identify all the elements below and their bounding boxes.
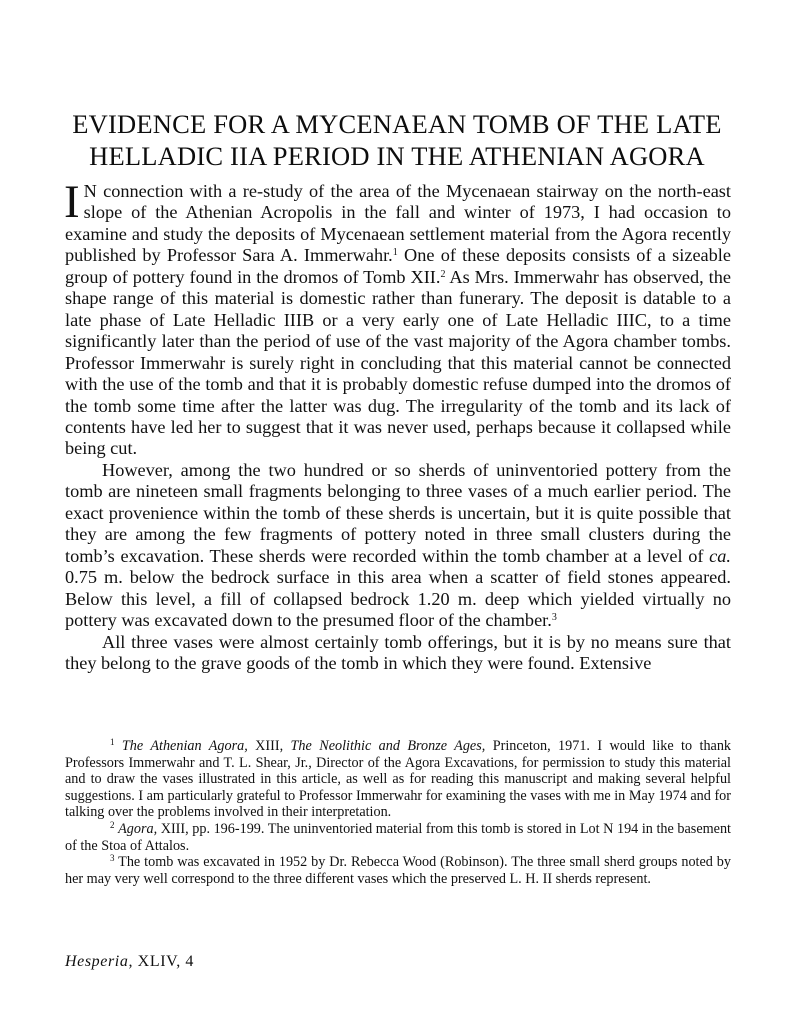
footnote-1	[65, 738, 731, 821]
footnote-ref-1: 1	[392, 247, 398, 259]
footnote-1-volume: XIII,	[247, 738, 291, 754]
footnote-2	[65, 821, 731, 854]
footnote-1-title-a: The Athenian Agora,	[121, 738, 248, 754]
title-line-1: EVIDENCE FOR A MYCENAEAN TOMB OF THE LATE	[72, 109, 722, 139]
paragraph-3	[65, 632, 731, 675]
footnote-2-title: Agora,	[118, 820, 158, 837]
paragraph-2-ca: ca.	[709, 545, 731, 566]
journal-name: Hesperia,	[65, 953, 134, 970]
paragraph-3-text: All three vases were almost certainly tomb offerings, but it is by no means sure that they belong to the grave goods of the tomb in which they were found. Extensive	[65, 631, 731, 673]
footnote-3	[65, 854, 731, 887]
footnote-2-text: XIII, pp. 196-199. The uninventoried material from this tomb is stored in Lot N 194 in the basement of the Stoa of Attalos.	[65, 820, 731, 854]
journal-citation	[65, 953, 194, 971]
footnote-1-text: Princeton, 1971. I would like to thank Professors Immerwahr and T. L. Shear, Jr., Director of the Agora Excavations, for permission to study this material and to draw the vases illustrated in this article, as well as for reading this manuscript and making several helpful suggestions. I am particularly grateful to Professor Immerwahr for examining the vases with me in May 1974 and for talking over the problems involved in their interpretation.	[65, 738, 732, 821]
journal-issue: XLIV, 4	[133, 953, 195, 970]
first-word: N	[83, 181, 97, 201]
drop-cap: I	[64, 176, 80, 228]
footnote-3-mark: 3	[110, 853, 115, 864]
paragraph-1-text-c: As Mrs. Immerwahr has observed, the shape range of this material is domestic rather than funerary. The deposit is datable to a late phase of Late Helladic IIIB or a very early one of Late Helladic IIIC, to a time significantly later than the period of use of the vast majority of the Agora chamber tombs. Professor Immerwahr is surely right in concluding that this material cannot be connected with the use of the tomb and that it is probably domestic refuse dumped into the dromos of the tomb some time after the latter was dug. The irregularity of the tomb and its lack of contents have led her to suggest that it was never used, perhaps because it collapsed while being cut.	[65, 266, 731, 459]
paragraph-2-text-a: However, among the two hundred or so sherds of uninventoried pottery from the tomb are nineteen small fragments belonging to three vases of a much earlier period. The exact provenience within the tomb of these sherds is uncertain, but it is quite possible that they are among the few fragments of pottery noted in three small clusters during the tomb’s excavation. These sherds were recorded within the tomb chamber at a level of	[65, 459, 731, 566]
footnote-ref-2: 2	[440, 268, 446, 280]
paragraph-1-text-b: One of these deposits consists of a sizeable group of pottery found in the dromos of Tomb XII.	[65, 245, 732, 287]
paragraph-1	[64, 176, 732, 460]
paragraph-1-text-a: connection with a re-study of the area of the Mycenaean stairway on the north-east slope of the Athenian Acropolis in the fall and winter of 1973, I had occasion to examine and study the deposits of Mycenaean settlement material from the Agora recently published by Professor Sara A. Immerwahr.	[65, 181, 731, 266]
footnote-1-mark: 1	[110, 737, 115, 747]
footnote-1-title-b: The Neolithic and Bronze Ages,	[290, 738, 486, 754]
footnotes	[65, 738, 731, 887]
paragraph-2	[65, 460, 731, 632]
paragraph-2-text-b: 0.75 m. below the bedrock surface in this area when a scatter of field stones appeared. Below this level, a fill of collapsed bedrock 1.20 m. deep which yielded virtually no pottery was excavated down to the presumed floor of the chamber.	[65, 567, 731, 631]
article-body	[64, 176, 732, 674]
footnote-3-text: The tomb was excavated in 1952 by Dr. Rebecca Wood (Robinson). The three small sherd groups noted by her may very well correspond to the three different vases which the preserved L. H. II sherds represent.	[65, 854, 731, 887]
footnote-ref-3: 3	[551, 612, 557, 624]
title-line-2: HELLADIC IIA PERIOD IN THE ATHENIAN AGORA	[89, 141, 705, 171]
article-title	[50, 108, 744, 172]
footnote-2-mark: 2	[110, 819, 115, 830]
